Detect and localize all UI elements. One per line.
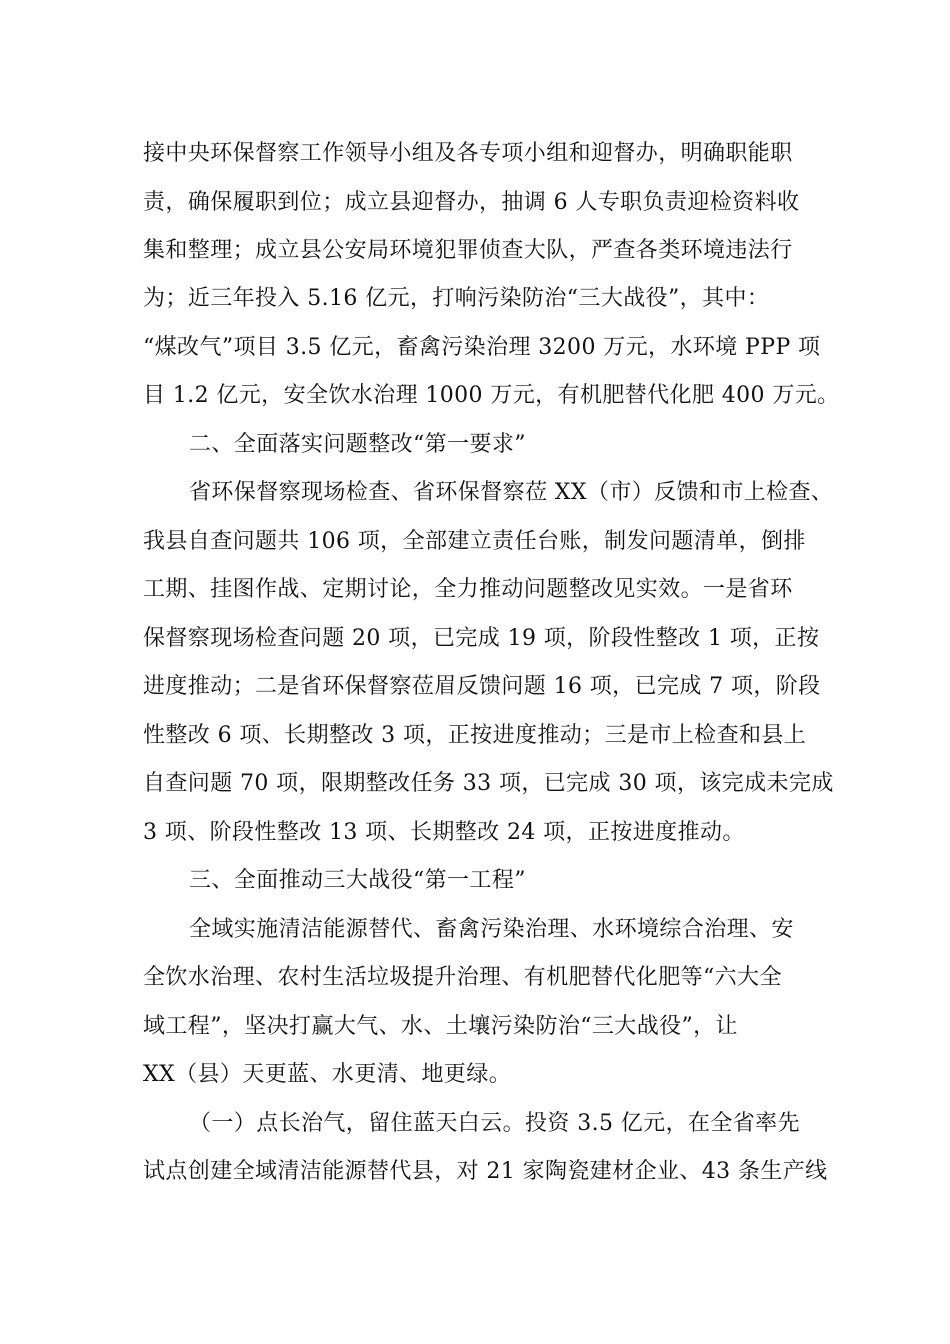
section-heading: 三、全面推动三大战役“第一工程”: [189, 868, 526, 893]
paragraph-line: 为；近三年投入 5.16 亿元，打响污染防治“三大战役”，其中：: [143, 286, 770, 311]
paragraph-line: 责，确保履职到位；成立县迎督办，抽调 6 人专职负责迎检资料收: [143, 190, 800, 215]
paragraph-line: 全饮水治理、农村生活垃圾提升治理、有机肥替代化肥等“六大全: [143, 965, 782, 990]
paragraph-line: 性整改 6 项、长期整改 3 项，正按进度推动；三是市上检查和县上: [143, 723, 807, 748]
paragraph-line: “煤改气”项目 3.5 亿元，畜禽污染治理 3200 万元，水环境 PPP 项: [143, 335, 821, 360]
paragraph-line: 3 项、阶段性整改 13 项、长期整改 24 项，正按进度推动。: [143, 820, 745, 845]
paragraph-line: 省环保督察现场检查、省环保督察莅 XX（市）反馈和市上检查、: [189, 480, 834, 505]
paragraph-line: XX（县）天更蓝、水更清、地更绿。: [143, 1062, 512, 1087]
paragraph-line: 接中央环保督察工作领导小组及各专项小组和迎督办，明确职能职: [143, 141, 793, 166]
section-heading: 二、全面落实问题整改“第一要求”: [189, 432, 526, 457]
paragraph-line: 目 1.2 亿元，安全饮水治理 1000 万元，有机肥替代化肥 400 万元。: [143, 383, 840, 408]
paragraph-line: 自查问题 70 项，限期整改任务 33 项，已完成 30 项，该完成未完成: [143, 771, 834, 796]
paragraph-line: 工期、挂图作战、定期讨论，全力推动问题整改见实效。一是省环: [143, 577, 793, 602]
paragraph-line: 保督察现场检查问题 20 项，已完成 19 项，阶段性整改 1 项，正按: [143, 626, 820, 651]
paragraph-line: 进度推动；二是省环保督察莅眉反馈问题 16 项，已完成 7 项，阶段: [143, 674, 821, 699]
paragraph-line: 全域实施清洁能源替代、畜禽污染治理、水环境综合治理、安: [189, 917, 794, 942]
paragraph-line: （一）点长治气，留住蓝天白云。投资 3.5 亿元，在全省率先: [189, 1111, 800, 1136]
paragraph-line: 试点创建全域清洁能源替代县，对 21 家陶瓷建材企业、43 条生产线: [143, 1159, 828, 1184]
paragraph-line: 我县自查问题共 106 项，全部建立责任台账，制发问题清单，倒排: [143, 529, 806, 554]
paragraph-line: 域工程”，坚决打赢大气、水、土壤污染防治“三大战役”，让: [143, 1014, 738, 1039]
paragraph-line: 集和整理；成立县公安局环境犯罪侦查大队，严查各类环境违法行: [143, 238, 793, 263]
